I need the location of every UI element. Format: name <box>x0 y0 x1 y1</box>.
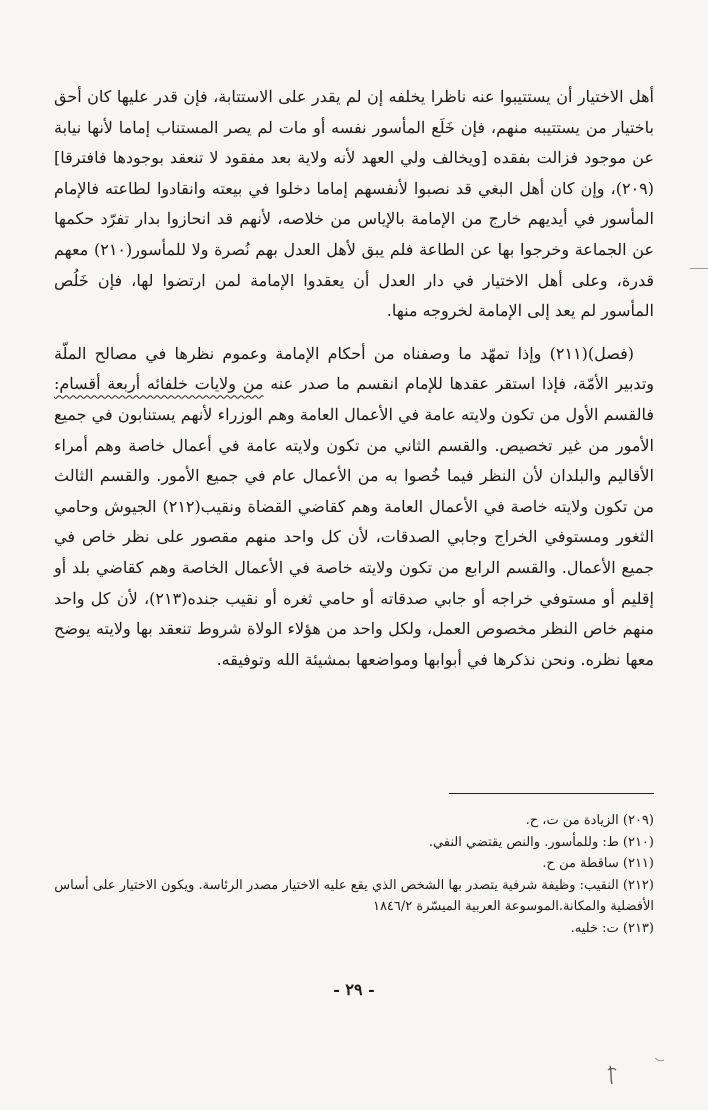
paragraph-2-start: (فصل)(٢١١) وإذا تمهّد ما وصفناه من أحكام الإمامة وعموم نظرها في مصالح الملّة وتدبير الأمّة، فإذا استقر عقدها للإمام انقسم ما صدر عنه <box>54 343 654 394</box>
footnote-210: (٢١٠) ط: وللمأسور. والنص يقتضي النفي. <box>428 834 654 850</box>
footnote-212: (٢١٢) النقيب: وظيفة شرفية يتصدر بها الشخص الذي يقع عليه الاختيار مصدر الرئاسة. ويكون الاختيار على أساس الأفضلية والمكانة.الموسوعة العربية الميسّرة ١٨٤٦/٢ <box>54 877 654 914</box>
margin-mark <box>690 268 708 269</box>
handwritten-mark <box>598 1058 668 1088</box>
footnotes <box>54 810 654 939</box>
page-number: - ٢٩ - <box>333 980 375 999</box>
footnote-211: (٢١١) ساقطة من ح. <box>542 856 654 871</box>
paragraph-2 <box>54 339 654 676</box>
paragraph-1: أهل الاختيار أن يستتيبوا عنه ناظرا يخلفه إن لم يقدر على الاستتابة، فإن قدر عليها كان أحق باختيار من يستتيبه منهم، فإن خَلَع المأسور نفسه أو مات لم يصر المستناب إماما لأنها نيابة عن موجود فزالت بفقده [ويخالف ولي العهد لأنه ولاية بعد مفقود لا تنعقد بوجودها فافترقا](٢٠٩)، وإن كان أهل البغي قد نصبوا لأنفسهم إماما دخلوا في بيعته وانقادوا لطاعته فالإمام المأسور في أيديهم خارج من الإمامة بالإياس من خلاصه، لأنهم قد انحازوا بدار تفرّد حكمها عن الجماعة وخرجوا بها عن الطاعة فلم يبق لأهل العدل بهم نُصرة ولا للمأسور(٢١٠) معهم قدرة، وعلى أهل الاختيار في دار العدل أن يعقدوا الإمامة لمن ارتضوا لها، فإن خَلُص المأسور لم يعد إلى الإمامة لخروجه منها. <box>54 87 655 321</box>
footnote-213: (٢١٣) ت: خليه. <box>570 920 654 936</box>
footnote-209: (٢٠٩) الزيادة من ت، ح. <box>525 813 654 828</box>
footnote-separator <box>449 793 654 794</box>
main-text <box>54 82 654 675</box>
underlined-phrase: من ولايات خلفائه أربعة أقسام: <box>54 374 264 394</box>
paragraph-2-rest: فالقسم الأول من تكون ولايته عامة في الأعمال العامة وهم الوزراء لأنهم يستنابون في جميع الأمور من غير تخصيص. والقسم الثاني من تكون ولايته عامة في أعمال خاصة وهم أمراء الأقاليم والبلدان لأن النظر فيما خُصوا به من الأعمال عام في جميع الأمور. والقسم الثالث من تكون ولايته خاصة في الأعمال العامة وهم كقاضي القضاة ونقيب(٢١٢) الجيوش وحامي الثغور ومستوفي الخراج وجابي الصدقات، لأن كل واحد منهم مقصور على نظر خاص في جميع الأعمال. والقسم الرابع من تكون ولايته خاصة في الأعمال الخاصة وهم كقاضي بلد أو إقليم أو مستوفي خراجه أو جابي صدقاته أو حامي ثغره أو نقيب جنده(٢١٣)، لأن كل واحد منهم خاص النظر مخصوص العمل، ولكل واحد من هؤلاء الولاة شروط تنعقد بها ولايته يوضح معها نظره. ونحن نذكرها في أبوابها ومواضعها بمشيئة الله وتوفيقه. <box>54 404 655 669</box>
